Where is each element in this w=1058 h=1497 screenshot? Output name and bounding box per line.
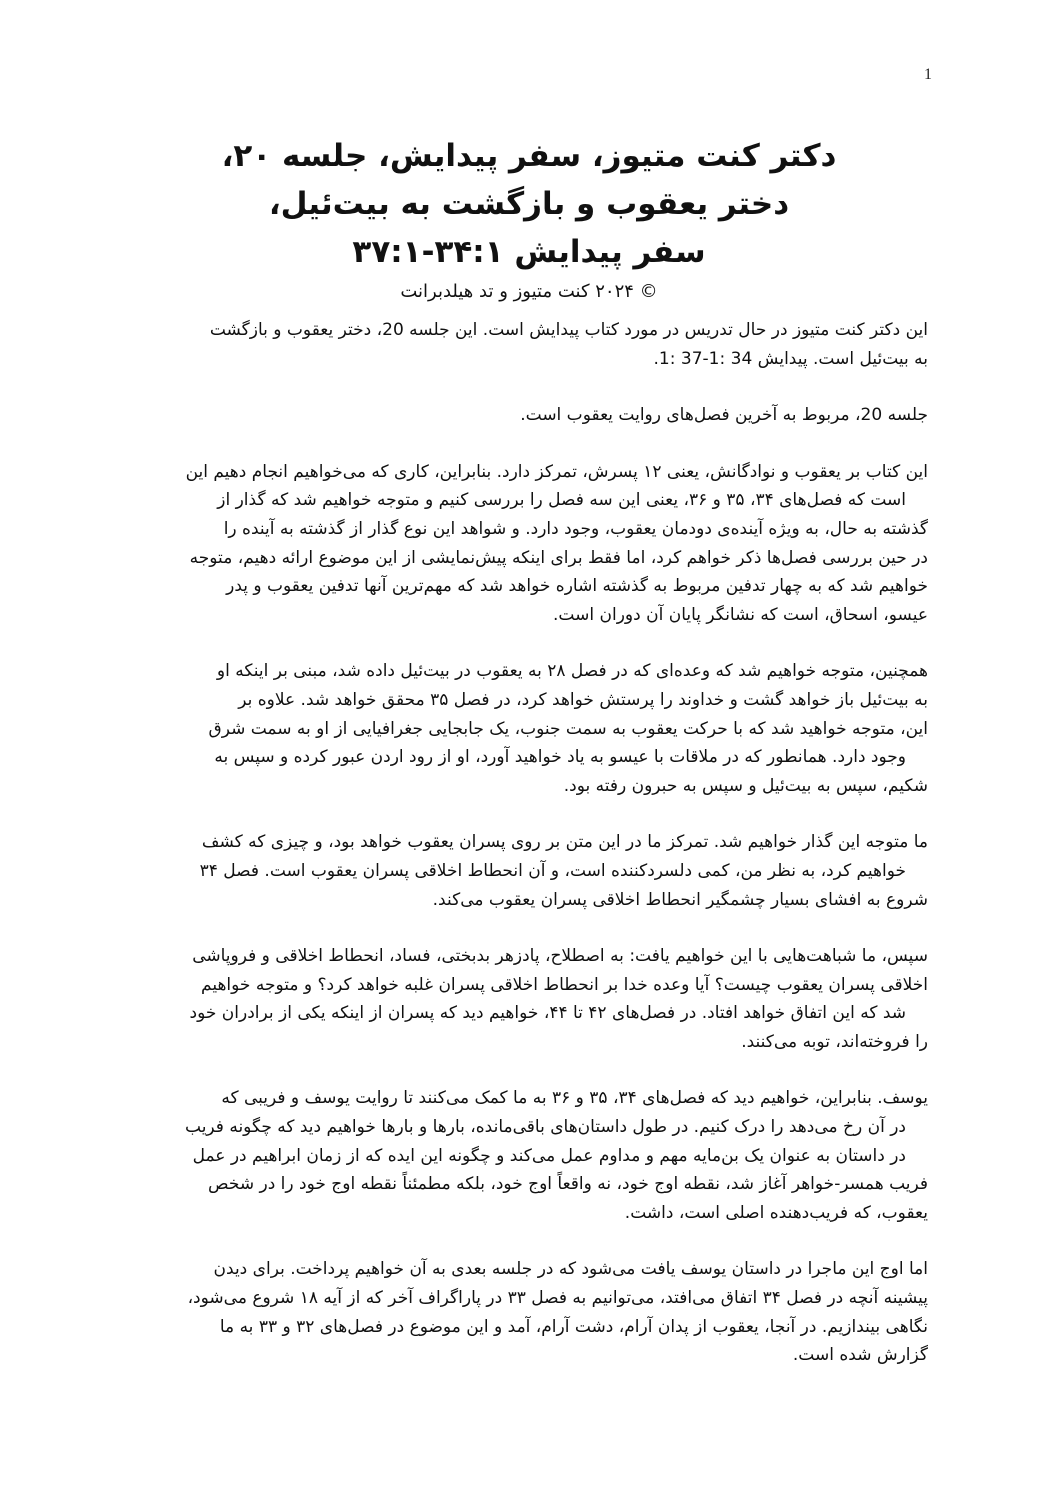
- paragraph-sons: [128, 828, 928, 914]
- text-line: در داستان به عنوان یک بن‌مایه مهم و مداوم عمل می‌کند و چگونه این ایده که از زمان ابراهیم در عمل: [192, 1145, 906, 1166]
- text-line: اما اوج این ماجرا در داستان یوسف یافت می‌شود که در جلسه بعدی به آن خواهیم پرداخت. برای دیدن: [213, 1259, 928, 1280]
- text-line: وجود دارد. همانطور که در ملاقات با عیسو به یاد خواهید آورد، او از رود اردن عبور کرده و سپس به: [214, 747, 906, 768]
- text-line: فریب همسر-خواهر آغاز شد، نقطه اوج خود، نه واقعاً اوج خود، بلکه مطمئناً نقطه اوج خود را در شخص: [208, 1174, 928, 1195]
- copyright-line: © ۲۰۲۴ کنت متیوز و تد هیلدبرانت: [400, 281, 658, 302]
- text-line: خواهیم شد که به چهار تدفین مربوط به گذشته اشاره خواهد شد که مهم‌ترین آنها تدفین یعقوب و پدر: [226, 576, 928, 597]
- paragraph-joseph: [128, 1084, 928, 1227]
- text-line: پیشینه آنچه در فصل ۳۴ اتفاق می‌افتد، می‌توانیم به فصل ۳۳ در پاراگراف آخر که از آیه ۱۸ شروع می‌شود،: [187, 1288, 928, 1309]
- paragraph-intro: [128, 316, 928, 373]
- text-line: را فروخته‌اند، توبه می‌کنند.: [741, 1031, 928, 1052]
- text-line: سپس، ما شباهت‌هایی با این خواهیم یافت: به اصطلاح، پادزهر بدبختی، فساد، انحطاط اخلاقی و فروپاشی: [192, 946, 928, 967]
- text-line: نگاهی بیندازیم. در آنجا، یعقوب از پدان آرام، دشت آرام، آمد و این موضوع در فصل‌های ۳۲ و ۳۳ به ما: [219, 1316, 928, 1337]
- title-line-1: دکتر کنت متیوز، سفر پیدایش، جلسه ۲۰،: [221, 138, 837, 174]
- text-line: این، متوجه خواهید شد که با حرکت یعقوب به سمت جنوب، یک جابجایی جغرافیایی از او به سمت شرق: [208, 718, 928, 739]
- paragraph-climax: [128, 1255, 928, 1369]
- text-line: یوسف. بنابراین، خواهیم دید که فصل‌های ۳۴، ۳۵ و ۳۶ به ما کمک می‌کنند تا روایت یوسف و فریبی که: [221, 1088, 928, 1109]
- text-line: یعقوب، که فریب‌دهنده اصلی است، داشت.: [624, 1202, 928, 1223]
- text-line: همچنین، متوجه خواهیم شد که وعده‌ای که در فصل ۲۸ به یعقوب در بیت‌ئیل داده شد، مبنی بر اینکه او: [216, 661, 928, 682]
- text-line: به بیت‌ئیل باز خواهد گشت و خداوند را پرستش خواهد کرد، در فصل ۳۵ محقق خواهد شد. علاوه بر: [238, 689, 928, 710]
- title-line-2: دختر یعقوب و بازگشت به بیت‌ئیل،: [268, 186, 790, 222]
- body-text: [128, 316, 928, 1398]
- text-line: اخلاقی پسران یعقوب چیست؟ آیا وعده خدا بر انحطاط اخلاقی پسران غلبه خواهد کرد؟ و متوجه خواهیم: [201, 974, 928, 995]
- text-line: این کتاب بر یعقوب و نوادگانش، یعنی ۱۲ پسرش، تمرکز دارد. بنابراین، کاری که می‌خواهیم انجام دهیم این: [185, 461, 928, 482]
- paragraph-promise: [128, 657, 928, 800]
- text-line: ما متوجه این گذار خواهیم شد. تمرکز ما در این متن بر روی پسران یعقوب خواهد بود، و چیزی که کشف: [201, 832, 928, 853]
- text-line: به بیت‌ئیل است. پیدایش 34 :1-37 :1.: [653, 348, 928, 369]
- text-line: گذشته به حال، به ویژه آینده‌ی دودمان یعقوب، وجود دارد. و شواهد این نوع گذار از گذشته به آینده را: [223, 518, 928, 539]
- paragraph-session-note: [128, 401, 928, 430]
- title-line-3: سفر پیدایش ۳۴:۱-۳۷:۱: [352, 234, 706, 270]
- text-line: گزارش شده است.: [792, 1345, 928, 1366]
- text-line: جلسه 20، مربوط به آخرین فصل‌های روایت یعقوب است.: [520, 405, 928, 426]
- page-number: 1: [924, 66, 932, 83]
- text-line: عیسو، اسحاق، است که نشانگر پایان آن دوران است.: [553, 604, 928, 625]
- paragraph-focus: [128, 458, 928, 630]
- text-line: در آن رخ می‌دهد را درک کنیم. در طول داستان‌های باقی‌مانده، بارها و بارها خواهیم دید که چگونه فریب: [185, 1117, 906, 1138]
- document-title: [128, 132, 930, 306]
- text-line: در حین بررسی فصل‌ها ذکر خواهم کرد، اما فقط برای اینکه پیش‌نمایشی از این موضوع ارائه دهیم، متوجه: [189, 547, 928, 568]
- text-line: شد که این اتفاق خواهد افتاد. در فصل‌های ۴۲ تا ۴۴، خواهیم دید که پسران از اینکه یکی از برادران خود: [189, 1003, 906, 1024]
- paragraph-parallels: [128, 942, 928, 1056]
- text-line: این دکتر کنت متیوز در حال تدریس در مورد کتاب پیدایش است. این جلسه 20، دختر یعقوب و بازگشت: [209, 320, 928, 340]
- text-line: شروع به افشای بسیار چشمگیر انحطاط اخلاقی پسران یعقوب می‌کند.: [432, 889, 928, 910]
- text-line: خواهیم کرد، به نظر من، کمی دلسردکننده است، و آن انحطاط اخلاقی پسران یعقوب است. فصل ۳۴: [199, 860, 906, 881]
- text-line: شکیم، سپس به بیت‌ئیل و سپس به حبرون رفته بود.: [563, 775, 928, 796]
- text-line: است که فصل‌های ۳۴، ۳۵ و ۳۶، یعنی این سه فصل را بررسی کنیم و متوجه خواهیم شد که گذار از: [217, 490, 906, 511]
